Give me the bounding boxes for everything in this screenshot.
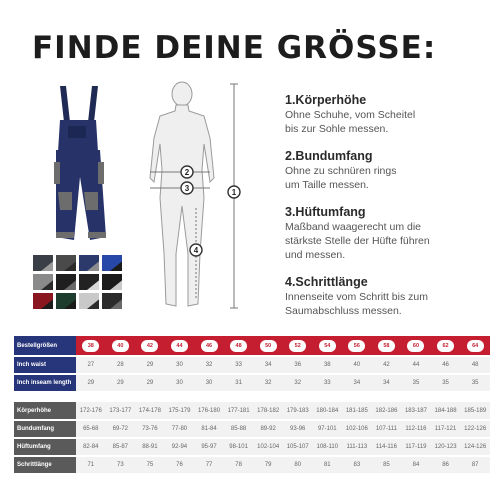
table-cell: 81-84 bbox=[194, 420, 224, 438]
table-cell: 75 bbox=[135, 456, 165, 474]
table-cell: 84 bbox=[401, 456, 431, 474]
table-cell: 76 bbox=[165, 456, 195, 474]
table-cell: 184-188 bbox=[431, 402, 461, 420]
color-swatch[interactable] bbox=[102, 274, 122, 290]
step-title: 3.Hüftumfang bbox=[285, 205, 366, 219]
table-cell: 30 bbox=[194, 374, 224, 392]
size-pill: 40 bbox=[112, 340, 129, 352]
size-cell bbox=[313, 336, 343, 356]
size-cell bbox=[135, 336, 165, 356]
table-cell: 32 bbox=[253, 374, 283, 392]
table-cell: 85-88 bbox=[224, 420, 254, 438]
size-cell bbox=[106, 336, 136, 356]
table-cell: 82-84 bbox=[76, 438, 106, 456]
step-title: 1.Körperhöhe bbox=[285, 93, 367, 107]
table-cell: 177-181 bbox=[224, 402, 254, 420]
size-pill: 56 bbox=[348, 340, 365, 352]
body-measurement-figure bbox=[140, 78, 250, 318]
size-pill: 62 bbox=[437, 340, 454, 352]
marker-4-label: 4 bbox=[193, 246, 199, 255]
table-cell: 114-116 bbox=[372, 438, 402, 456]
color-swatch[interactable] bbox=[79, 255, 99, 271]
table-cell: 183-187 bbox=[401, 402, 431, 420]
size-pill: 38 bbox=[82, 340, 99, 352]
table-cell: 78 bbox=[224, 456, 254, 474]
table-cell: 102-106 bbox=[342, 420, 372, 438]
table-cell: 34 bbox=[342, 374, 372, 392]
size-cell bbox=[401, 336, 431, 356]
table-cell: 111-113 bbox=[342, 438, 372, 456]
table-cell: 175-179 bbox=[165, 402, 195, 420]
table-cell: 32 bbox=[194, 356, 224, 374]
table-cell: 92-94 bbox=[165, 438, 195, 456]
table-cell: 69-72 bbox=[106, 420, 136, 438]
table-cell: 93-96 bbox=[283, 420, 313, 438]
table-cell: 172-176 bbox=[76, 402, 106, 420]
step-text: um Taille messen. bbox=[285, 179, 369, 191]
size-pill: 52 bbox=[289, 340, 306, 352]
table-row-label: Hüftumfang bbox=[14, 438, 76, 456]
table-cell: 83 bbox=[342, 456, 372, 474]
color-swatch[interactable] bbox=[56, 293, 76, 309]
color-swatch[interactable] bbox=[33, 274, 53, 290]
table-cell: 29 bbox=[135, 356, 165, 374]
table-cell: 35 bbox=[431, 374, 461, 392]
table-cell: 36 bbox=[283, 356, 313, 374]
table-row-label: Bestellgrößen bbox=[14, 336, 76, 356]
size-cell bbox=[342, 336, 372, 356]
color-swatch[interactable] bbox=[33, 293, 53, 309]
table-cell: 180-184 bbox=[313, 402, 343, 420]
table-cell: 46 bbox=[431, 356, 461, 374]
color-swatch[interactable] bbox=[79, 293, 99, 309]
table-cell: 98-101 bbox=[224, 438, 254, 456]
size-pill: 46 bbox=[201, 340, 218, 352]
table-row-label: Inch inseam length bbox=[14, 374, 76, 392]
table-cell: 178-182 bbox=[253, 402, 283, 420]
table-cell: 122-126 bbox=[460, 420, 490, 438]
table-cell: 65-68 bbox=[76, 420, 106, 438]
step-text: Ohne zu schnüren rings bbox=[285, 165, 397, 177]
table-spacer-cell bbox=[14, 392, 490, 402]
size-cell bbox=[431, 336, 461, 356]
size-cell bbox=[194, 336, 224, 356]
step-title: 4.Schrittlänge bbox=[285, 275, 368, 289]
table-cell: 174-178 bbox=[135, 402, 165, 420]
size-pill: 64 bbox=[467, 340, 484, 352]
table-cell: 124-126 bbox=[460, 438, 490, 456]
size-pill: 58 bbox=[378, 340, 395, 352]
size-cell bbox=[76, 336, 106, 356]
size-pill: 50 bbox=[260, 340, 277, 352]
table-cell: 86 bbox=[431, 456, 461, 474]
table-spacer bbox=[14, 392, 490, 402]
table-row bbox=[14, 438, 490, 456]
size-pill: 48 bbox=[230, 340, 247, 352]
table-cell: 32 bbox=[283, 374, 313, 392]
table-cell: 33 bbox=[313, 374, 343, 392]
page-title: FINDE DEINE GRÖSSE: bbox=[32, 30, 437, 66]
table-cell: 40 bbox=[342, 356, 372, 374]
table-cell: 34 bbox=[253, 356, 283, 374]
table-cell: 35 bbox=[460, 374, 490, 392]
table-cell: 185-189 bbox=[460, 402, 490, 420]
table-cell: 95-97 bbox=[194, 438, 224, 456]
table-cell: 73 bbox=[106, 456, 136, 474]
table-cell: 79 bbox=[253, 456, 283, 474]
step-text: Saumabschluss messen. bbox=[285, 305, 402, 317]
table-row bbox=[14, 420, 490, 438]
size-cell bbox=[372, 336, 402, 356]
table-cell: 77-80 bbox=[165, 420, 195, 438]
table-cell: 77 bbox=[194, 456, 224, 474]
table-cell: 73-76 bbox=[135, 420, 165, 438]
table-cell: 117-119 bbox=[401, 438, 431, 456]
table-cell: 27 bbox=[76, 356, 106, 374]
table-cell: 89-92 bbox=[253, 420, 283, 438]
table-cell: 88-91 bbox=[135, 438, 165, 456]
table-cell: 176-180 bbox=[194, 402, 224, 420]
table-row-label: Inch waist bbox=[14, 356, 76, 374]
table-cell: 71 bbox=[76, 456, 106, 474]
color-swatch[interactable] bbox=[33, 255, 53, 271]
table-cell: 102-104 bbox=[253, 438, 283, 456]
table-cell: 28 bbox=[106, 356, 136, 374]
table-cell: 35 bbox=[401, 374, 431, 392]
step-text: und messen. bbox=[285, 249, 346, 261]
table-header-row bbox=[14, 336, 490, 356]
table-cell: 31 bbox=[224, 374, 254, 392]
size-cell bbox=[224, 336, 254, 356]
marker-1-label: 1 bbox=[231, 188, 237, 197]
table-cell: 42 bbox=[372, 356, 402, 374]
color-swatch-grid bbox=[33, 255, 122, 309]
table-cell: 87 bbox=[460, 456, 490, 474]
step-text: bis zur Sohle messen. bbox=[285, 123, 389, 135]
size-pill: 60 bbox=[407, 340, 424, 352]
table-cell: 29 bbox=[106, 374, 136, 392]
table-cell: 117-121 bbox=[431, 420, 461, 438]
step-text: Ohne Schuhe, vom Scheitel bbox=[285, 109, 416, 121]
table-cell: 48 bbox=[460, 356, 490, 374]
table-cell: 181-185 bbox=[342, 402, 372, 420]
table-row bbox=[14, 402, 490, 420]
step-hip bbox=[285, 204, 485, 262]
color-swatch[interactable] bbox=[79, 274, 99, 290]
marker-2-label: 2 bbox=[184, 168, 190, 177]
color-swatch[interactable] bbox=[56, 274, 76, 290]
table-cell: 38 bbox=[313, 356, 343, 374]
table-row bbox=[14, 374, 490, 392]
color-swatch[interactable] bbox=[102, 255, 122, 271]
table-cell: 97-101 bbox=[313, 420, 343, 438]
table-cell: 120-123 bbox=[431, 438, 461, 456]
color-swatch[interactable] bbox=[102, 293, 122, 309]
size-cell bbox=[253, 336, 283, 356]
step-body-height bbox=[285, 92, 485, 136]
table-cell: 29 bbox=[76, 374, 106, 392]
table-cell: 33 bbox=[224, 356, 254, 374]
size-chart-table bbox=[14, 336, 490, 475]
table-cell: 107-111 bbox=[372, 420, 402, 438]
table-cell: 29 bbox=[135, 374, 165, 392]
table-cell: 112-116 bbox=[401, 420, 431, 438]
marker-3-label: 3 bbox=[184, 184, 190, 193]
size-cell bbox=[460, 336, 490, 356]
table-cell: 179-183 bbox=[283, 402, 313, 420]
table-cell: 105-107 bbox=[283, 438, 313, 456]
table-cell: 85 bbox=[372, 456, 402, 474]
color-swatch[interactable] bbox=[56, 255, 76, 271]
table-cell: 108-110 bbox=[313, 438, 343, 456]
size-cell bbox=[165, 336, 195, 356]
table-row-label: Schrittlänge bbox=[14, 456, 76, 474]
step-text: stärkste Stelle der Hüfte führen bbox=[285, 235, 430, 247]
table-cell: 30 bbox=[165, 374, 195, 392]
table-cell: 44 bbox=[401, 356, 431, 374]
table-row-label: Körperhöhe bbox=[14, 402, 76, 420]
table-cell: 81 bbox=[313, 456, 343, 474]
size-pill: 44 bbox=[171, 340, 188, 352]
step-text: Maßband waagerecht um die bbox=[285, 221, 421, 233]
overall-product-image bbox=[30, 82, 125, 247]
step-title: 2.Bundumfang bbox=[285, 149, 373, 163]
step-inseam bbox=[285, 274, 485, 318]
table-cell: 85-87 bbox=[106, 438, 136, 456]
table-row bbox=[14, 356, 490, 374]
table-cell: 34 bbox=[372, 374, 402, 392]
step-text: Innenseite vom Schritt bis zum bbox=[285, 291, 428, 303]
size-pill: 54 bbox=[319, 340, 336, 352]
table-row bbox=[14, 456, 490, 474]
measurement-instructions bbox=[285, 92, 485, 330]
size-cell bbox=[283, 336, 313, 356]
step-waist bbox=[285, 148, 485, 192]
table-cell: 80 bbox=[283, 456, 313, 474]
table-row-label: Bundumfang bbox=[14, 420, 76, 438]
table-cell: 173-177 bbox=[106, 402, 136, 420]
size-pill: 42 bbox=[141, 340, 158, 352]
table-cell: 182-186 bbox=[372, 402, 402, 420]
table-cell: 30 bbox=[165, 356, 195, 374]
